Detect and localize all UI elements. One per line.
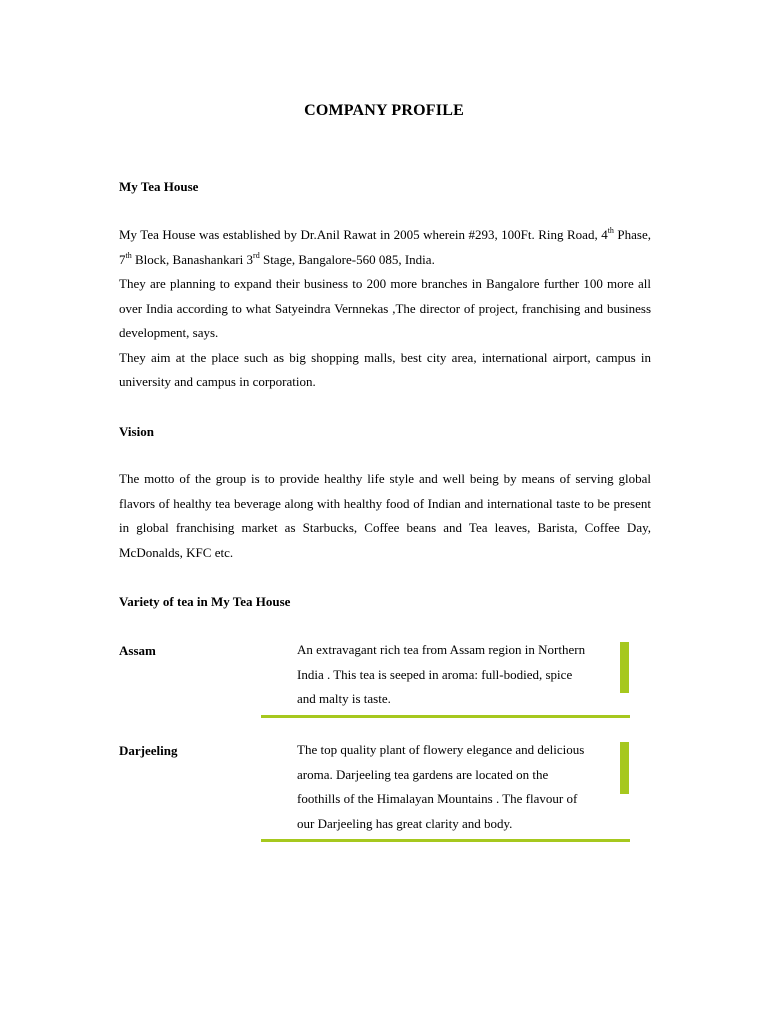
section-body-my-tea-house <box>119 223 651 395</box>
desc-line: The top quality plant of flowery elegance and delicious <box>297 742 585 757</box>
paragraph-expansion: They are planning to expand their business to 200 more branches in Bangalore further 100 more all over India according to what Satyeindra Vernnekas ,The director of project, franchising and business development, says. <box>119 276 651 340</box>
desc-line: foothills of the Himalayan Mountains . The flavour of <box>297 791 578 806</box>
accent-bar-darjeeling <box>620 742 629 794</box>
variety-desc-assam <box>297 638 627 712</box>
desc-line: and malty is taste. <box>297 691 391 706</box>
desc-line: An extravagant rich tea from Assam region in Northern <box>297 642 586 657</box>
desc-line: India . This tea is seeped in aroma: full-bodied, spice <box>297 666 573 682</box>
section-heading-my-tea-house: My Tea House <box>119 179 199 194</box>
desc-line: aroma. Darjeeling tea gardens are located on the <box>297 766 549 782</box>
divider-assam <box>261 715 630 718</box>
divider-darjeeling <box>261 839 630 842</box>
variety-name-darjeeling: Darjeeling <box>119 743 178 758</box>
page-title: COMPANY PROFILE <box>304 102 464 119</box>
paragraph-established: My Tea House was established by Dr.Anil Rawat in 2005 wherein #293, 100Ft. Ring Road, 4th Phase, 7th Block, Banashankari 3rd Stage, Bangalore-560 085, India. <box>119 226 651 267</box>
desc-line: our Darjeeling has great clarity and body. <box>297 815 513 831</box>
paragraph-locations: They aim at the place such as big shopping malls, best city area, international airport, campus in university and campus in corporation. <box>119 349 651 389</box>
paragraph-vision: The motto of the group is to provide healthy life style and well being by means of serving global flavors of healthy tea beverage along with healthy food of Indian and international taste to be present in global franchising market as Starbucks, Coffee beans and Tea leaves, Barista, Coffee Day, McDonalds, KFC etc. <box>119 471 651 560</box>
vision-body <box>119 467 651 565</box>
section-heading-variety: Variety of tea in My Tea House <box>119 594 291 609</box>
section-heading-vision: Vision <box>119 424 154 439</box>
variety-name-assam: Assam <box>119 643 156 658</box>
accent-bar-assam <box>620 642 629 693</box>
variety-desc-darjeeling <box>297 738 627 836</box>
